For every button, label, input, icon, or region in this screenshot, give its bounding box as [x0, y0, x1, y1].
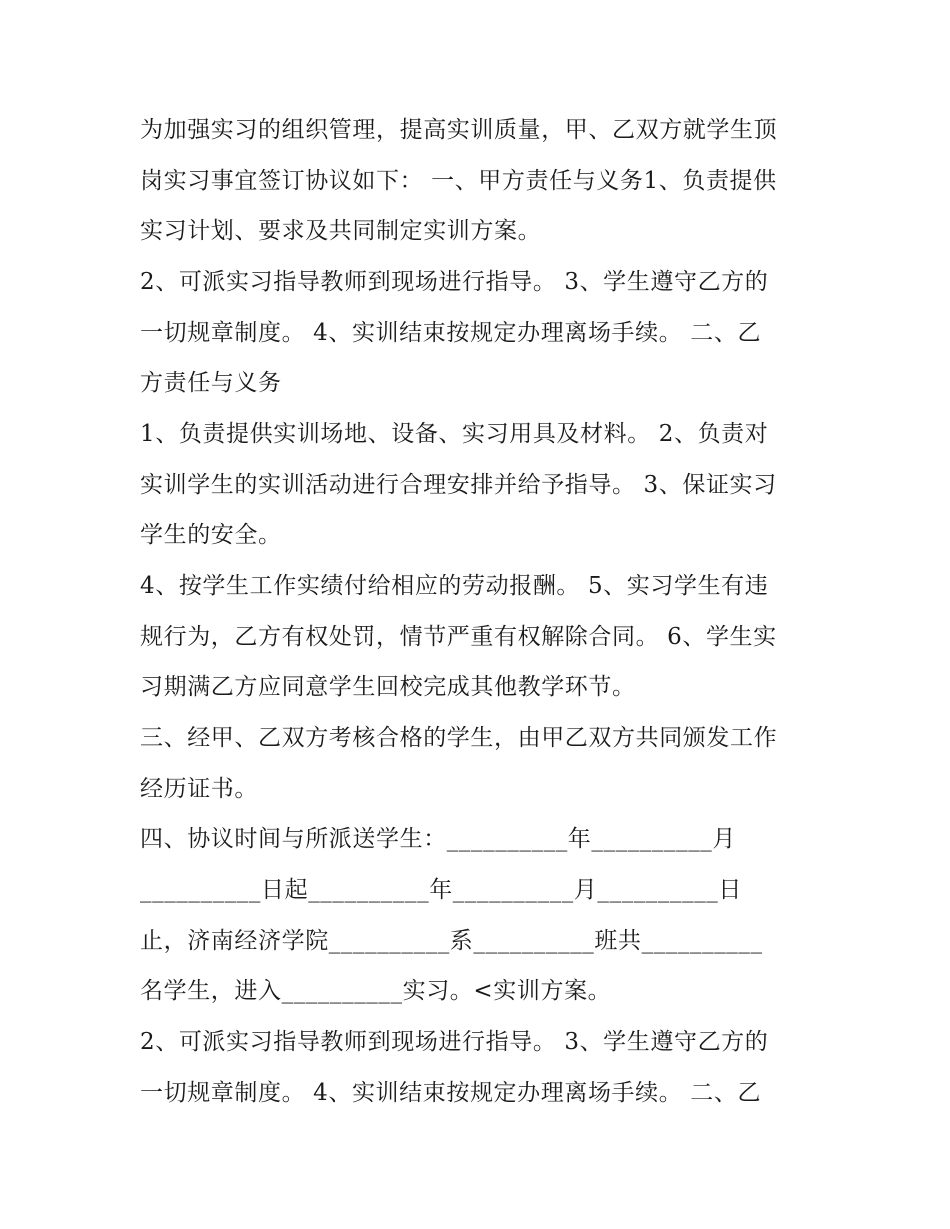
text-line: __________日起__________年__________月__________日 — [140, 877, 742, 903]
text-line: 岗实习事宜签订协议如下： 一、甲方责任与义务1、负责提供 — [140, 168, 777, 194]
text-line: 方责任与义务 — [140, 370, 282, 396]
text-line: 一切规章制度。 4、实训结束按规定办理离场手续。 二、乙 — [140, 320, 762, 346]
text-line: 经历证书。 — [140, 776, 258, 802]
text-line: 为加强实习的组织管理，提高实训质量，甲、乙双方就学生顶 — [140, 117, 778, 143]
text-line: 学生的安全。 — [140, 522, 282, 548]
text-line: 2、可派实习指导教师到现场进行指导。 3、学生遵守乙方的 — [140, 1029, 769, 1055]
text-line: 2、可派实习指导教师到现场进行指导。 3、学生遵守乙方的 — [140, 269, 769, 295]
text-line: 规行为，乙方有权处罚，情节严重有权解除合同。 6、学生实 — [140, 624, 777, 650]
text-line: 1、负责提供实训场地、设备、实习用具及材料。 2、负责对 — [140, 421, 769, 447]
text-line: 实训学生的实训活动进行合理安排并给予指导。 3、保证实习 — [140, 472, 777, 498]
text-line: 三、经甲、乙双方考核合格的学生，由甲乙双方共同颁发工作 — [140, 725, 778, 751]
text-line: 四、协议时间与所派送学生：__________年__________月 — [140, 826, 736, 852]
text-line: 名学生，进入__________实习。<实训方案。 — [140, 978, 612, 1004]
text-line: 止，济南经济学院__________系__________班共__________ — [140, 928, 763, 954]
text-line: 习期满乙方应同意学生回校完成其他教学环节。 — [140, 674, 636, 700]
text-line: 实习计划、要求及共同制定实训方案。 — [140, 218, 542, 244]
text-line: 一切规章制度。 4、实训结束按规定办理离场手续。 二、乙 — [140, 1080, 762, 1106]
text-line: 4、按学生工作实绩付给相应的劳动报酬。 5、实习学生有违 — [140, 573, 769, 599]
